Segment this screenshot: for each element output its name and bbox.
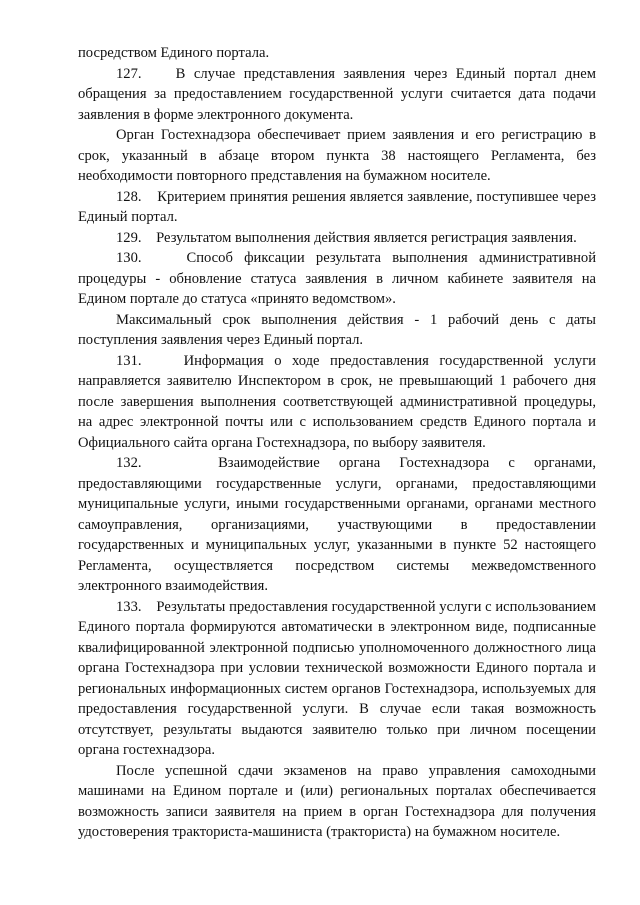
document-page: [78, 43, 596, 843]
paragraph-128: 128. Критерием принятия решения является заявление, поступившее через Единый портал.: [78, 188, 596, 225]
paragraph-130: 130. Способ фиксации результата выполнения административной процедуры - обновление статуса заявления в личном кабинете заявителя на Едином портале до статуса «принято ведомством».: [78, 250, 596, 307]
paragraph-132: 132. Взаимодействие органа Гостехнадзора с органами, предоставляющими государственные услуги, органами, предоставляющими муниципальные услуги, иными государственными органами, органами местного самоуправления, организациями, участвующими в предоставлении государственных и муниципальных услуг, указанными в пункте 52 настоящего Регламента, осуществляется посредством системы межведомственного электронного взаимодействия.: [78, 455, 596, 594]
paragraph-129: 129. Результатом выполнения действия является регистрация заявления.: [116, 229, 577, 246]
paragraph-131: 131. Информация о ходе предоставления государственной услуги направляется заявителю Инспектором в срок, не превышающий 1 рабочего дня после завершения выполнения соответствующей административной процедуры, на адрес электронной почты или с использованием средств Единого портала и Официального сайта органа Гостехнадзора, по выбору заявителя.: [78, 352, 596, 451]
paragraph-130-max-term: Максимальный срок выполнения действия - 1 рабочий день с даты поступления заявления через Единый портал.: [78, 311, 596, 348]
paragraph-continuation: посредством Единого портала.: [78, 45, 270, 61]
paragraph-127: 127. В случае представления заявления через Единый портал днем обращения за предоставлением государственной услуги считается дата подачи заявления в форме электронного документа.: [78, 65, 596, 123]
paragraph-127-registration: Орган Гостехнадзора обеспечивает прием заявления и его регистрацию в срок, указанный в абзаце втором пункта 38 настоящего Регламента, без необходимости повторного представления на бумажном носителе.: [78, 127, 596, 184]
paragraph-exam-appointment: После успешной сдачи экзаменов на право управления самоходными машинами на Едином портале и (или) региональных порталах обеспечивается возможность записи заявителя на прием в орган Гостехнадзора для получения удостоверения тракториста-машиниста (тракториста) на бумажном носителе.: [78, 762, 596, 840]
paragraph-133: 133. Результаты предоставления государственной услуги с использованием Единого портала формируются автоматически в электронном виде, подписанные квалифицированной электронной подписью уполномоченного должностного лица органа Гостехнадзора при условии технической возможности Единого портала и региональных информационных систем органов Гостехнадзора, используемых для предоставления государственной услуги. В случае если такая возможность отсутствует, результаты выдаются заявителю только при личном посещении органа гостехнадзора.: [78, 598, 596, 758]
